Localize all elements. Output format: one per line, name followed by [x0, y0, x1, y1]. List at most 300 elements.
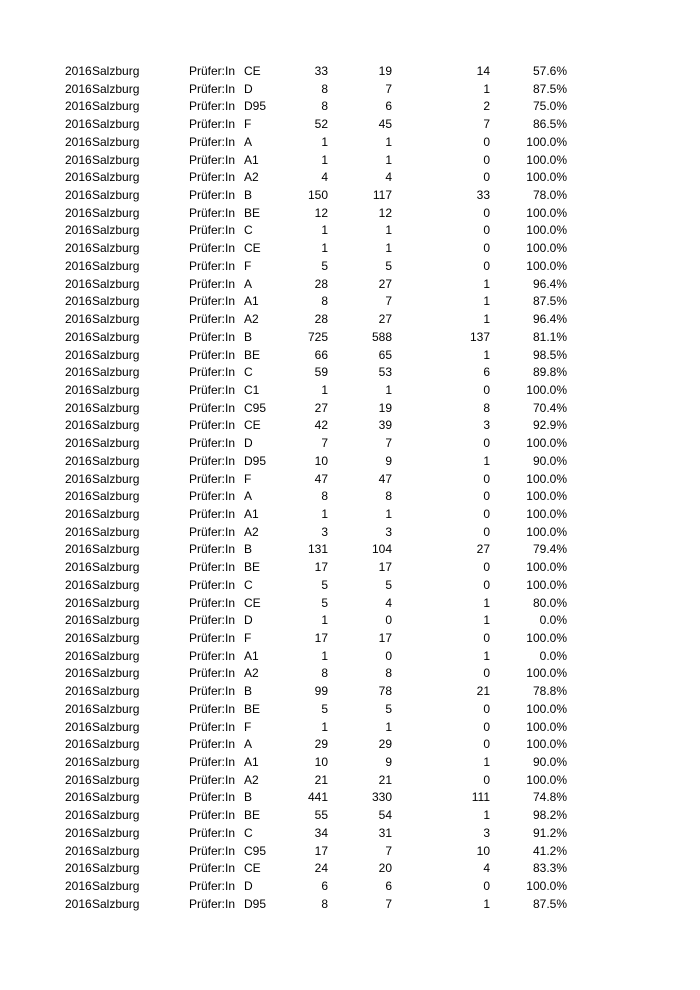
role-cell: Prüfer:In — [189, 648, 236, 663]
failed-cell: 10 — [476, 843, 490, 858]
passed-cell: 0 — [385, 648, 392, 663]
table-row — [0, 81, 700, 99]
year-cell: 2016 — [65, 701, 92, 716]
year-cell: 2016 — [65, 790, 92, 805]
license-class-cell: B — [244, 188, 253, 203]
role-cell: Prüfer:In — [189, 453, 236, 468]
city-cell: Salzburg — [92, 595, 140, 610]
license-class-cell: D — [244, 81, 253, 96]
table-row — [0, 524, 700, 542]
failed-cell: 1 — [483, 613, 490, 628]
failed-cell: 0 — [483, 631, 490, 645]
year-cell: 2016 — [65, 595, 92, 610]
pass-rate-cell: 98.5% — [532, 347, 567, 362]
city-cell: Salzburg — [92, 276, 140, 291]
year-cell: 2016 — [65, 808, 92, 823]
total-cell: 17 — [314, 560, 328, 575]
license-class-cell: C — [244, 223, 253, 238]
license-class-cell: C95 — [244, 843, 267, 858]
pass-rate-cell: 86.5% — [532, 117, 567, 132]
pass-rate-cell: 78.0% — [532, 188, 567, 203]
failed-cell: 3 — [483, 825, 490, 840]
table-row — [0, 559, 700, 577]
pass-rate-cell: 100.0% — [526, 506, 567, 521]
role-cell: Prüfer:In — [189, 99, 236, 114]
year-cell: 2016 — [65, 577, 92, 592]
pass-rate-cell: 70.4% — [532, 400, 567, 415]
city-cell: Salzburg — [92, 81, 140, 96]
failed-cell: 0 — [483, 577, 490, 592]
failed-cell: 0 — [483, 772, 490, 787]
passed-cell: 12 — [378, 205, 392, 220]
table-row — [0, 276, 700, 294]
city-cell: Salzburg — [92, 170, 140, 185]
failed-cell: 3 — [483, 418, 490, 433]
role-cell: Prüfer:In — [189, 755, 236, 770]
failed-cell: 0 — [483, 879, 490, 894]
year-cell: 2016 — [65, 365, 92, 380]
total-cell: 42 — [314, 418, 328, 433]
table-row — [0, 347, 700, 365]
license-class-cell: F — [244, 719, 252, 734]
pass-rate-cell: 78.8% — [532, 684, 567, 699]
role-cell: Prüfer:In — [189, 134, 236, 149]
pass-rate-cell: 100.0% — [526, 524, 567, 539]
table-row — [0, 541, 700, 559]
license-class-cell: CE — [244, 595, 261, 610]
failed-cell: 1 — [483, 81, 490, 96]
table-row — [0, 293, 700, 311]
table-row — [0, 116, 700, 134]
passed-cell: 1 — [385, 241, 392, 256]
role-cell: Prüfer:In — [189, 276, 236, 291]
license-class-cell: BE — [244, 701, 261, 716]
table-row — [0, 311, 700, 329]
city-cell: Salzburg — [92, 312, 140, 327]
failed-cell: 7 — [483, 117, 490, 132]
failed-cell: 0 — [483, 205, 490, 220]
year-cell: 2016 — [65, 134, 92, 149]
table-row — [0, 719, 700, 737]
failed-cell: 111 — [471, 790, 490, 805]
license-class-cell: B — [244, 684, 253, 699]
table-row — [0, 63, 700, 81]
failed-cell: 14 — [476, 64, 490, 78]
year-cell: 2016 — [65, 489, 92, 504]
city-cell: Salzburg — [92, 241, 140, 256]
total-cell: 5 — [321, 577, 328, 592]
total-cell: 27 — [314, 400, 328, 415]
failed-cell: 0 — [483, 701, 490, 716]
passed-cell: 1 — [385, 152, 392, 167]
year-cell: 2016 — [65, 382, 92, 397]
city-cell: Salzburg — [92, 489, 140, 504]
table-row — [0, 683, 700, 701]
passed-cell: 588 — [371, 329, 392, 344]
role-cell: Prüfer:In — [189, 241, 236, 256]
passed-cell: 31 — [378, 825, 392, 840]
role-cell: Prüfer:In — [189, 595, 236, 610]
pass-rate-cell: 98.2% — [532, 808, 567, 823]
failed-cell: 1 — [483, 312, 490, 327]
pass-rate-cell: 0.0% — [539, 613, 567, 628]
passed-cell: 6 — [385, 879, 392, 894]
city-cell: Salzburg — [92, 577, 140, 592]
table-row — [0, 98, 700, 116]
year-cell: 2016 — [65, 223, 92, 238]
city-cell: Salzburg — [92, 896, 140, 911]
pass-rate-cell: 100.0% — [526, 719, 567, 734]
total-cell: 1 — [321, 134, 328, 149]
year-cell: 2016 — [65, 294, 92, 309]
role-cell: Prüfer:In — [189, 205, 236, 220]
license-class-cell: B — [244, 542, 253, 557]
city-cell: Salzburg — [92, 117, 140, 132]
license-class-cell: F — [244, 117, 252, 132]
year-cell: 2016 — [65, 471, 92, 486]
table-row — [0, 843, 700, 861]
city-cell: Salzburg — [92, 134, 140, 149]
failed-cell: 0 — [483, 524, 490, 539]
role-cell: Prüfer:In — [189, 312, 236, 327]
passed-cell: 1 — [385, 506, 392, 521]
failed-cell: 0 — [483, 666, 490, 681]
total-cell: 1 — [321, 382, 328, 397]
passed-cell: 27 — [378, 312, 392, 327]
failed-cell: 0 — [483, 241, 490, 256]
table-row — [0, 754, 700, 772]
pass-rate-cell: 100.0% — [526, 631, 567, 645]
role-cell: Prüfer:In — [189, 719, 236, 734]
passed-cell: 39 — [378, 418, 392, 433]
city-cell: Salzburg — [92, 648, 140, 663]
pass-rate-cell: 75.0% — [532, 99, 567, 114]
license-class-cell: A — [244, 737, 253, 752]
total-cell: 150 — [307, 188, 328, 203]
total-cell: 10 — [314, 755, 328, 770]
license-class-cell: C — [244, 825, 253, 840]
city-cell: Salzburg — [92, 772, 140, 787]
total-cell: 1 — [321, 241, 328, 256]
total-cell: 12 — [314, 205, 328, 220]
pass-rate-cell: 100.0% — [526, 436, 567, 451]
role-cell: Prüfer:In — [189, 506, 236, 521]
license-class-cell: A2 — [244, 524, 259, 539]
license-class-cell: A1 — [244, 648, 259, 663]
license-class-cell: C95 — [244, 400, 267, 415]
role-cell: Prüfer:In — [189, 896, 236, 911]
pass-rate-cell: 100.0% — [526, 205, 567, 220]
passed-cell: 7 — [385, 896, 392, 911]
pass-rate-cell: 81.1% — [532, 329, 567, 344]
failed-cell: 0 — [483, 223, 490, 238]
failed-cell: 6 — [483, 365, 490, 380]
passed-cell: 5 — [385, 258, 392, 273]
year-cell: 2016 — [65, 205, 92, 220]
year-cell: 2016 — [65, 648, 92, 663]
city-cell: Salzburg — [92, 223, 140, 238]
total-cell: 8 — [321, 489, 328, 504]
failed-cell: 0 — [483, 506, 490, 521]
total-cell: 8 — [321, 896, 328, 911]
role-cell: Prüfer:In — [189, 577, 236, 592]
license-class-cell: A1 — [244, 755, 259, 770]
license-class-cell: C1 — [244, 382, 260, 397]
role-cell: Prüfer:In — [189, 258, 236, 273]
failed-cell: 1 — [483, 347, 490, 362]
year-cell: 2016 — [65, 188, 92, 203]
year-cell: 2016 — [65, 772, 92, 787]
license-class-cell: C — [244, 577, 253, 592]
passed-cell: 1 — [385, 223, 392, 238]
city-cell: Salzburg — [92, 560, 140, 575]
year-cell: 2016 — [65, 258, 92, 273]
city-cell: Salzburg — [92, 684, 140, 699]
role-cell: Prüfer:In — [189, 347, 236, 362]
total-cell: 1 — [321, 613, 328, 628]
role-cell: Prüfer:In — [189, 471, 236, 486]
pass-rate-cell: 90.0% — [532, 453, 567, 468]
total-cell: 99 — [314, 684, 328, 699]
role-cell: Prüfer:In — [189, 843, 236, 858]
city-cell: Salzburg — [92, 755, 140, 770]
license-class-cell: D — [244, 436, 253, 451]
passed-cell: 104 — [371, 542, 392, 557]
city-cell: Salzburg — [92, 524, 140, 539]
table-row — [0, 453, 700, 471]
pass-rate-cell: 100.0% — [526, 737, 567, 752]
year-cell: 2016 — [65, 879, 92, 894]
year-cell: 2016 — [65, 312, 92, 327]
role-cell: Prüfer:In — [189, 489, 236, 504]
passed-cell: 1 — [385, 382, 392, 397]
city-cell: Salzburg — [92, 188, 140, 203]
passed-cell: 54 — [378, 808, 392, 823]
pass-rate-cell: 41.2% — [532, 843, 567, 858]
total-cell: 55 — [314, 808, 328, 823]
role-cell: Prüfer:In — [189, 737, 236, 752]
failed-cell: 0 — [483, 152, 490, 167]
role-cell: Prüfer:In — [189, 382, 236, 397]
total-cell: 52 — [314, 117, 328, 132]
passed-cell: 17 — [378, 560, 392, 575]
table-row — [0, 435, 700, 453]
total-cell: 1 — [321, 223, 328, 238]
year-cell: 2016 — [65, 719, 92, 734]
table-row — [0, 772, 700, 790]
failed-cell: 137 — [469, 329, 490, 344]
table-row — [0, 417, 700, 435]
passed-cell: 7 — [385, 81, 392, 96]
year-cell: 2016 — [65, 453, 92, 468]
city-cell: Salzburg — [92, 879, 140, 894]
table-row — [0, 878, 700, 896]
pass-rate-cell: 100.0% — [526, 489, 567, 504]
passed-cell: 1 — [385, 719, 392, 734]
year-cell: 2016 — [65, 737, 92, 752]
city-cell: Salzburg — [92, 542, 140, 557]
table-row — [0, 701, 700, 719]
license-class-cell: CE — [244, 64, 261, 78]
role-cell: Prüfer:In — [189, 560, 236, 575]
pass-rate-cell: 100.0% — [526, 223, 567, 238]
role-cell: Prüfer:In — [189, 365, 236, 380]
pass-rate-cell: 96.4% — [532, 312, 567, 327]
failed-cell: 0 — [483, 436, 490, 451]
passed-cell: 78 — [378, 684, 392, 699]
role-cell: Prüfer:In — [189, 808, 236, 823]
total-cell: 4 — [321, 170, 328, 185]
pass-rate-cell: 100.0% — [526, 134, 567, 149]
total-cell: 6 — [321, 879, 328, 894]
year-cell: 2016 — [65, 64, 92, 78]
pass-rate-cell: 92.9% — [532, 418, 567, 433]
table-row — [0, 187, 700, 205]
city-cell: Salzburg — [92, 666, 140, 681]
role-cell: Prüfer:In — [189, 223, 236, 238]
failed-cell: 0 — [483, 737, 490, 752]
pass-rate-cell: 100.0% — [526, 258, 567, 273]
license-class-cell: D — [244, 879, 253, 894]
role-cell: Prüfer:In — [189, 170, 236, 185]
passed-cell: 4 — [385, 170, 392, 185]
passed-cell: 9 — [385, 755, 392, 770]
city-cell: Salzburg — [92, 382, 140, 397]
table-row — [0, 506, 700, 524]
total-cell: 1 — [321, 152, 328, 167]
city-cell: Salzburg — [92, 99, 140, 114]
failed-cell: 1 — [483, 294, 490, 309]
total-cell: 1 — [321, 648, 328, 663]
city-cell: Salzburg — [92, 436, 140, 451]
failed-cell: 1 — [483, 755, 490, 770]
license-class-cell: A2 — [244, 772, 259, 787]
table-row — [0, 860, 700, 878]
failed-cell: 33 — [476, 188, 490, 203]
pass-rate-cell: 87.5% — [532, 294, 567, 309]
license-class-cell: A2 — [244, 666, 259, 681]
table-row — [0, 258, 700, 276]
pass-rate-cell: 83.3% — [532, 861, 567, 876]
role-cell: Prüfer:In — [189, 542, 236, 557]
failed-cell: 0 — [483, 719, 490, 734]
table-row — [0, 169, 700, 187]
year-cell: 2016 — [65, 843, 92, 858]
table-row — [0, 577, 700, 595]
table-row — [0, 205, 700, 223]
passed-cell: 117 — [372, 188, 392, 203]
table-row — [0, 240, 700, 258]
license-class-cell: A2 — [244, 170, 259, 185]
failed-cell: 0 — [483, 170, 490, 185]
role-cell: Prüfer:In — [189, 524, 236, 539]
total-cell: 21 — [314, 772, 328, 787]
pass-rate-cell: 79.4% — [532, 542, 567, 557]
license-class-cell: B — [244, 329, 253, 344]
city-cell: Salzburg — [92, 808, 140, 823]
license-class-cell: D95 — [244, 99, 267, 114]
city-cell: Salzburg — [92, 506, 140, 521]
total-cell: 34 — [314, 825, 328, 840]
failed-cell: 0 — [483, 382, 490, 397]
role-cell: Prüfer:In — [189, 400, 236, 415]
failed-cell: 1 — [483, 896, 490, 911]
city-cell: Salzburg — [92, 861, 140, 876]
year-cell: 2016 — [65, 666, 92, 681]
license-class-cell: A — [244, 276, 253, 291]
role-cell: Prüfer:In — [189, 631, 236, 645]
total-cell: 59 — [314, 365, 328, 380]
license-class-cell: BE — [244, 808, 261, 823]
year-cell: 2016 — [65, 170, 92, 185]
table-row — [0, 665, 700, 683]
city-cell: Salzburg — [92, 719, 140, 734]
failed-cell: 0 — [483, 489, 490, 504]
pass-rate-cell: 100.0% — [526, 772, 567, 787]
year-cell: 2016 — [65, 152, 92, 167]
total-cell: 131 — [307, 542, 328, 557]
passed-cell: 20 — [378, 861, 392, 876]
total-cell: 8 — [321, 294, 328, 309]
year-cell: 2016 — [65, 524, 92, 539]
passed-cell: 330 — [371, 790, 392, 805]
role-cell: Prüfer:In — [189, 772, 236, 787]
year-cell: 2016 — [65, 276, 92, 291]
pass-rate-cell: 100.0% — [526, 666, 567, 681]
table-row — [0, 595, 700, 613]
total-cell: 47 — [314, 471, 328, 486]
table-row — [0, 648, 700, 666]
year-cell: 2016 — [65, 347, 92, 362]
passed-cell: 9 — [385, 453, 392, 468]
city-cell: Salzburg — [92, 329, 140, 344]
pass-rate-cell: 0.0% — [539, 648, 567, 663]
year-cell: 2016 — [65, 755, 92, 770]
city-cell: Salzburg — [92, 152, 140, 167]
role-cell: Prüfer:In — [189, 188, 236, 203]
role-cell: Prüfer:In — [189, 152, 236, 167]
total-cell: 24 — [314, 861, 328, 876]
passed-cell: 1 — [385, 134, 392, 149]
total-cell: 441 — [307, 790, 328, 805]
table-row — [0, 382, 700, 400]
table-row — [0, 222, 700, 240]
passed-cell: 4 — [385, 595, 392, 610]
role-cell: Prüfer:In — [189, 64, 236, 78]
pass-rate-cell: 90.0% — [532, 755, 567, 770]
city-cell: Salzburg — [92, 418, 140, 433]
role-cell: Prüfer:In — [189, 329, 236, 344]
pass-rate-cell: 100.0% — [526, 241, 567, 256]
city-cell: Salzburg — [92, 471, 140, 486]
city-cell: Salzburg — [92, 613, 140, 628]
license-class-cell: BE — [244, 560, 261, 575]
failed-cell: 0 — [483, 134, 490, 149]
year-cell: 2016 — [65, 418, 92, 433]
total-cell: 8 — [321, 81, 328, 96]
year-cell: 2016 — [65, 81, 92, 96]
pass-rate-cell: 100.0% — [526, 170, 567, 185]
total-cell: 17 — [314, 631, 328, 645]
role-cell: Prüfer:In — [189, 294, 236, 309]
license-class-cell: F — [244, 471, 252, 486]
failed-cell: 0 — [483, 471, 490, 486]
total-cell: 17 — [314, 843, 328, 858]
passed-cell: 45 — [378, 117, 392, 132]
pass-rate-cell: 57.6% — [532, 64, 567, 78]
failed-cell: 0 — [483, 258, 490, 273]
failed-cell: 8 — [483, 400, 490, 415]
